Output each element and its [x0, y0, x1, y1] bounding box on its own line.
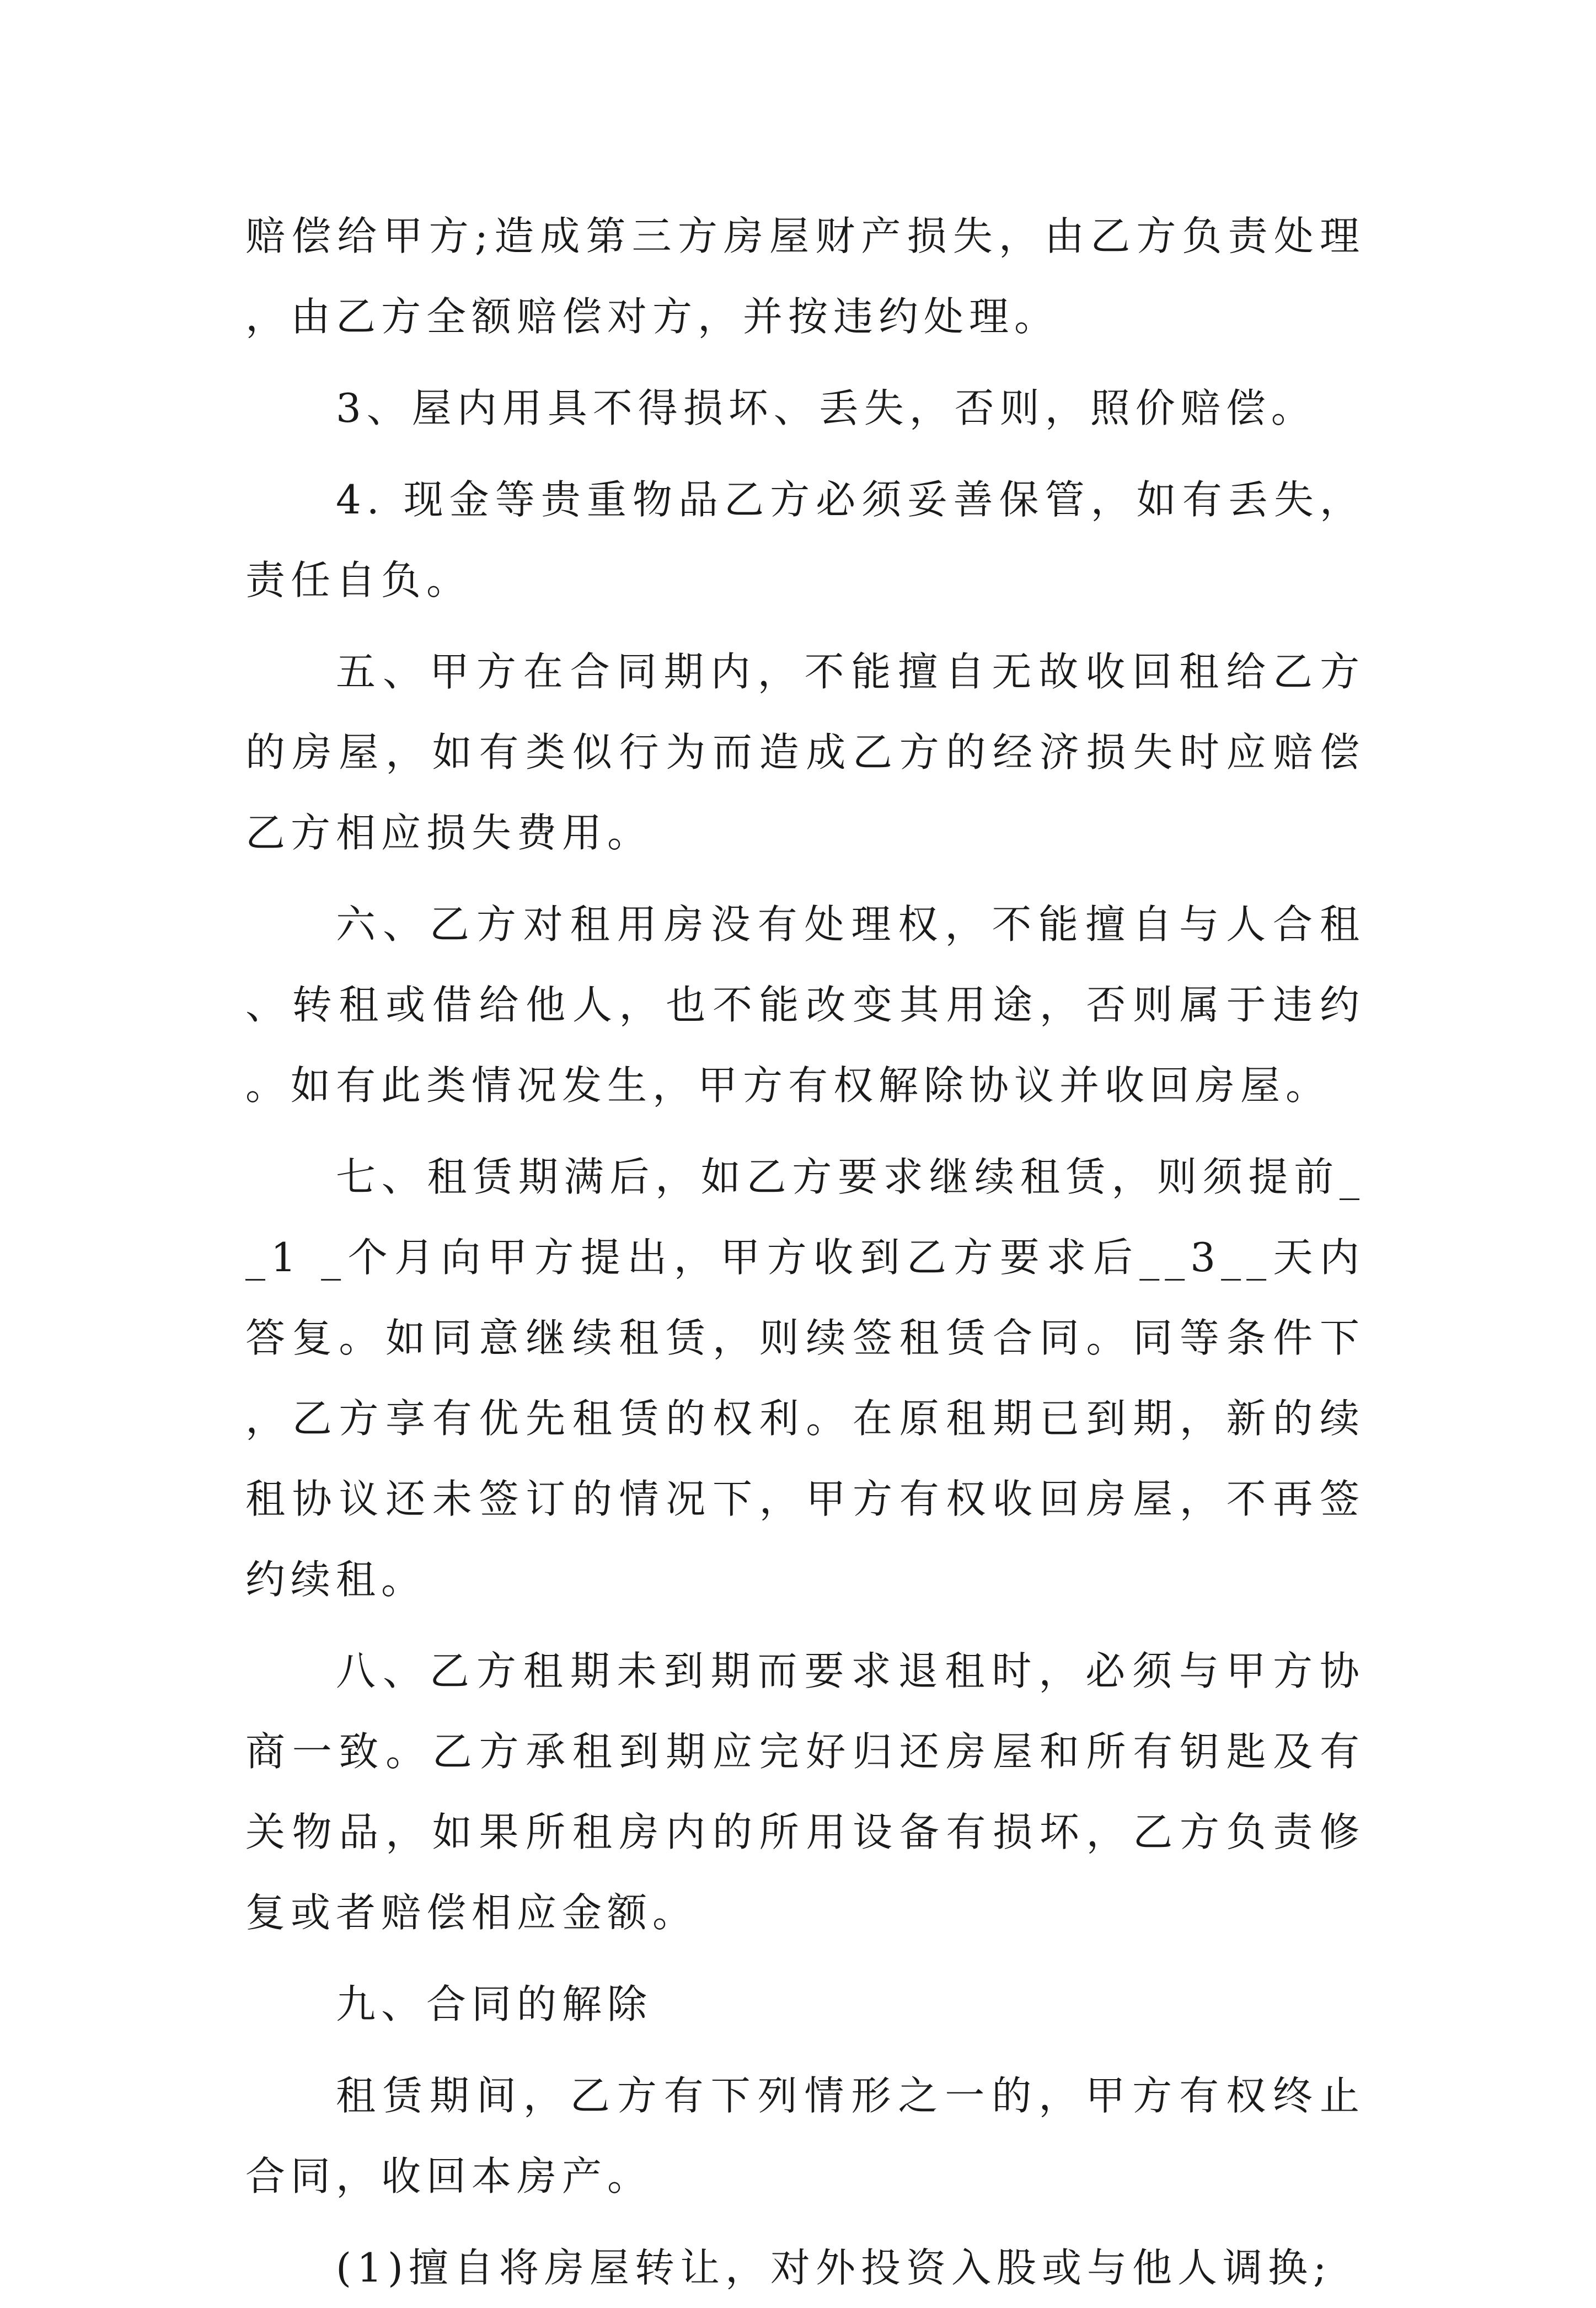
paragraph-item-4: 4. 现金等贵重物品乙方必须妥善保管，如有丢失，责任自负。: [245, 476, 1365, 603]
document-body: [245, 196, 1365, 2308]
paragraph-clause-9-heading: 九、合同的解除: [336, 1981, 653, 2027]
paragraph-termination-item-1: (1)擅自将房屋转让，对外投资入股或与他人调换;: [336, 2245, 1332, 2291]
paragraph-clause-6: 六、乙方对租用房没有处理权，不能擅自与人合租、转租或借给他人，也不能改变其用途，否则属于违约。如有此类情况发生，甲方有权解除协议并收回房屋。: [245, 901, 1365, 1109]
paragraph-clause-7: 七、租赁期满后，如乙方要求继续租赁，则须提前__1 _个月向甲方提出，甲方收到乙方要求后__3__天内答复。如同意继续租赁，则续签租赁合同。同等条件下，乙方享有优先租赁的权利。在原租期已到期，新的续租协议还未签订的情况下，甲方有权收回房屋，不再签约续租。: [245, 1154, 1365, 1603]
paragraph-termination-intro: 租赁期间，乙方有下列情形之一的，甲方有权终止合同，收回本房产。: [245, 2073, 1365, 2199]
paragraph-item-3: 3、屋内用具不得损坏、丢失，否则，照价赔偿。: [336, 385, 1316, 431]
paragraph-continuation: 赔偿给甲方;造成第三方房屋财产损失，由乙方负责处理，由乙方全额赔偿对方，并按违约处理。: [245, 213, 1365, 340]
paragraph-clause-5: 五、甲方在合同期内，不能擅自无故收回租给乙方的房屋，如有类似行为而造成乙方的经济损失时应赔偿乙方相应损失费用。: [245, 649, 1365, 856]
paragraph-clause-8: 八、乙方租期未到期而要求退租时，必须与甲方协商一致。乙方承租到期应完好归还房屋和所有钥匙及有关物品，如果所租房内的所用设备有损坏，乙方负责修复或者赔偿相应金额。: [245, 1648, 1365, 1936]
